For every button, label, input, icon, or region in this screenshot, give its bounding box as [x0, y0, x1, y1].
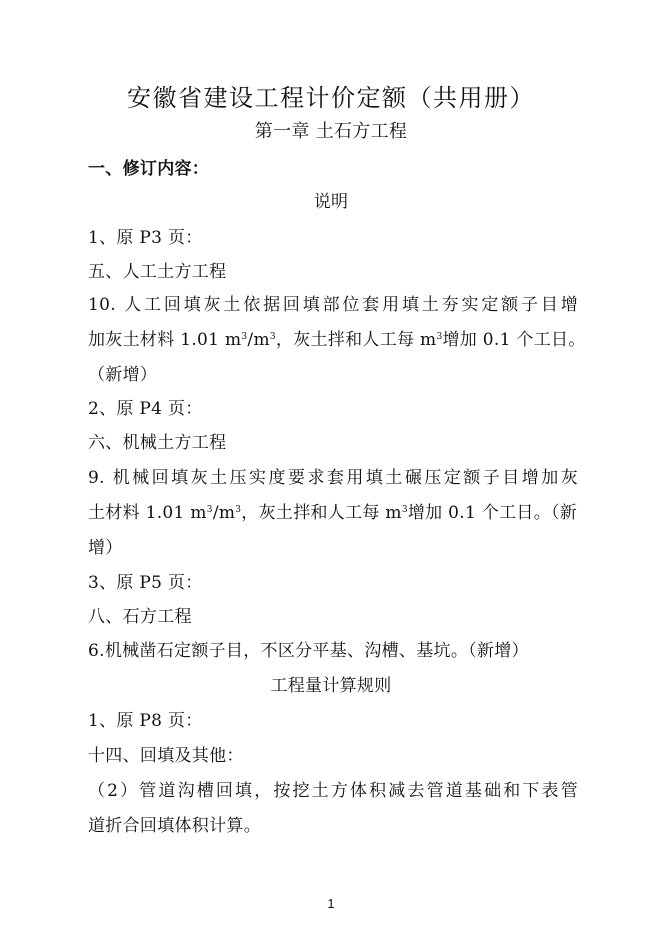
- superscript-3: 3: [241, 332, 248, 342]
- item10-line2-part-b: /m: [247, 330, 270, 350]
- rules-heading: 工程量计算规则: [270, 676, 392, 696]
- item6-line: 6.机械凿石定额子目，不区分平基、沟槽、基坑。（新增）: [88, 641, 529, 661]
- section-backfill-other: 十四、回填及其他：: [88, 746, 244, 766]
- section-manual-earthwork: 五、人工土方工程: [88, 262, 227, 282]
- item9-line3: 增）: [88, 538, 123, 558]
- page-reference-p3: 1、原 P3 页：: [88, 228, 203, 248]
- document-title: 安徽省建设工程计价定额（共用册）: [127, 84, 535, 112]
- item10-line2-part-a: 加灰土材料 1.01 m: [88, 330, 242, 350]
- chapter-title: 第一章 土石方工程: [254, 121, 408, 142]
- rule2-line2: 道折合回填体积计算。: [88, 816, 261, 836]
- item9-line2-part-a: 土材料 1.01 m: [88, 503, 207, 523]
- superscript-3: 3: [235, 505, 242, 515]
- item10-line2: [88, 329, 586, 351]
- item9-line2-part-d: 增加 0.1 个工日。（新: [407, 503, 578, 523]
- page-reference-p8: 1、原 P8 页：: [88, 711, 203, 731]
- item10-line1: 10. 人工回填灰土依据回填部位套用填土夯实定额子目增: [88, 295, 578, 315]
- section-stonework: 八、石方工程: [88, 607, 192, 627]
- page-reference-p5: 3、原 P5 页：: [88, 573, 203, 593]
- item10-line2-part-c: ，灰土拌和人工每 m: [275, 330, 437, 350]
- item10-line3: （新增）: [88, 365, 158, 385]
- superscript-3: 3: [436, 332, 443, 342]
- superscript-3: 3: [206, 505, 213, 515]
- item9-line2: [88, 502, 578, 524]
- item10-line2-part-d: 增加 0.1 个工日。: [442, 330, 586, 350]
- section-mechanical-earthwork: 六、机械土方工程: [88, 433, 227, 453]
- page-reference-p4: 2、原 P4 页：: [88, 399, 203, 419]
- superscript-3: 3: [401, 505, 408, 515]
- rule2-line1: （2）管道沟槽回填，按挖土方体积减去管道基础和下表管: [88, 781, 578, 801]
- section-heading: 一、修订内容：: [88, 159, 210, 179]
- superscript-3: 3: [269, 332, 276, 342]
- item9-line1: 9. 机械回填灰土压实度要求套用填土碾压定额子目增加灰: [88, 468, 578, 488]
- page-number: 1: [327, 896, 335, 911]
- item9-line2-part-c: ，灰土拌和人工每 m: [241, 503, 402, 523]
- item9-line2-part-b: /m: [212, 503, 236, 523]
- explanation-heading: 说明: [313, 192, 349, 212]
